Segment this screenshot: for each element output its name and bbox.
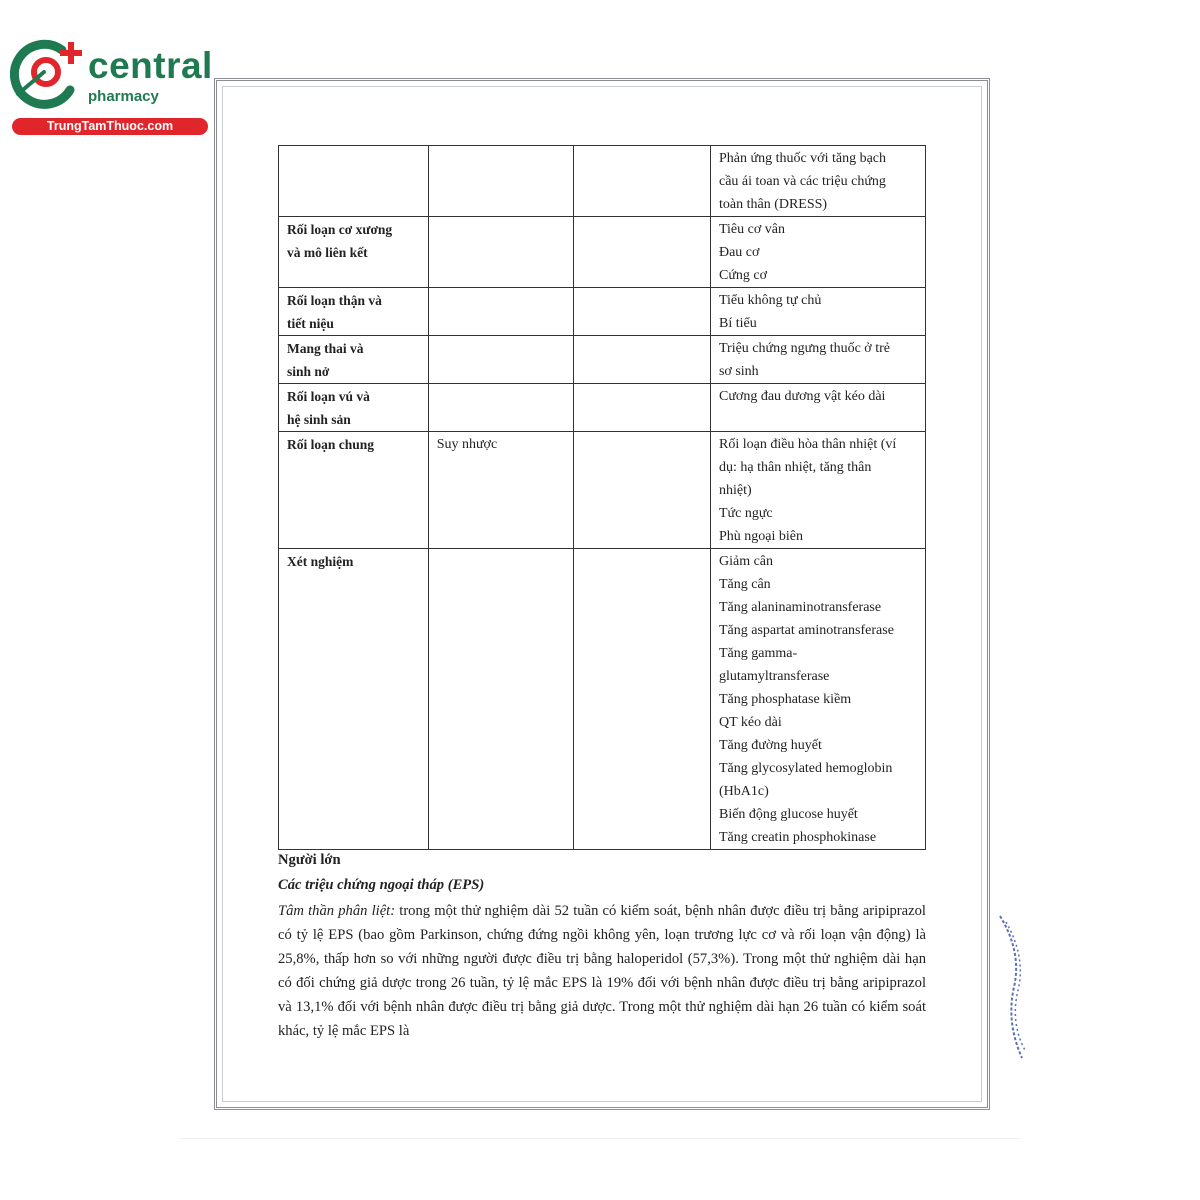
cell-line: Rối loạn vú và bbox=[287, 389, 370, 404]
cell-line: Xét nghiệm bbox=[287, 554, 354, 569]
category-cell bbox=[279, 549, 429, 850]
logo-brand-text: central bbox=[88, 45, 213, 86]
logo-site-text: TrungTamThuoc.com bbox=[12, 118, 208, 135]
cell-line: Tăng phosphatase kiềm bbox=[718, 692, 852, 707]
unknown-frequency-cell bbox=[710, 384, 925, 432]
uncommon-cell bbox=[574, 217, 711, 288]
table-row bbox=[279, 549, 926, 850]
cell-line: Cứng cơ bbox=[718, 268, 768, 283]
common-cell bbox=[428, 217, 574, 288]
unknown-frequency-cell bbox=[710, 432, 925, 549]
cell-line: Bí tiểu bbox=[718, 316, 757, 331]
adverse-effects-table bbox=[278, 145, 926, 850]
cell-line: (HbA1c) bbox=[718, 784, 769, 799]
common-cell bbox=[428, 336, 574, 384]
unknown-frequency-cell bbox=[710, 288, 925, 336]
cell-line: Tiểu không tự chủ bbox=[718, 293, 822, 308]
heading-eps: Các triệu chứng ngoại tháp (EPS) bbox=[278, 877, 485, 893]
cell-line: Tức ngực bbox=[718, 506, 773, 521]
uncommon-cell bbox=[574, 146, 711, 217]
category-cell bbox=[279, 146, 429, 217]
brand-logo bbox=[10, 38, 220, 138]
cell-line: Rối loạn điều hòa thân nhiệt (ví bbox=[718, 437, 897, 452]
cell-line: Tăng cân bbox=[718, 577, 771, 592]
cell-line: Cương đau dương vật kéo dài bbox=[718, 389, 886, 404]
cell-line: Biến động glucose huyết bbox=[718, 807, 858, 822]
cell-line: QT kéo dài bbox=[718, 715, 782, 730]
table-row bbox=[279, 384, 926, 432]
unknown-frequency-cell bbox=[710, 549, 925, 850]
paragraph-body: trong một thử nghiệm dài 52 tuần có kiểm soát, bệnh nhân được điều trị bằng aripiprazol có tỷ lệ EPS (bao gồm Parkinson, chứng đứng ngồi không yên, loạn trương lực cơ và rối loạn vận động) là 25,8%, thấp hơn so với những người được điều trị bằng haloperidol (57,3%). Trong một thử nghiệm dài hạn có đối chứng giả dược trong 26 tuần, tỷ lệ mắc EPS là 19% đối với bệnh nhân được điều trị bằng aripiprazol và 13,1% đối với bệnh nhân được điều trị bằng giả dược. Trong một thử nghiệm dài hạn 26 tuần có kiểm soát khác, tỷ lệ mắc EPS là bbox=[278, 903, 926, 1039]
cell-line: Tăng creatin phosphokinase bbox=[718, 830, 877, 845]
common-cell bbox=[428, 384, 574, 432]
cell-line: Đau cơ bbox=[718, 245, 760, 260]
category-cell bbox=[279, 217, 429, 288]
cell-line: Rối loạn cơ xương bbox=[287, 222, 393, 237]
common-cell bbox=[428, 549, 574, 850]
cell-line: Mang thai và bbox=[287, 341, 364, 356]
cell-line: Rối loạn chung bbox=[287, 437, 375, 452]
uncommon-cell bbox=[574, 336, 711, 384]
page-bottom-divider bbox=[180, 1138, 1020, 1139]
cell-line: Suy nhược bbox=[436, 437, 498, 452]
category-cell bbox=[279, 336, 429, 384]
cell-line: Phù ngoại biên bbox=[718, 529, 803, 544]
cell-line: Tiêu cơ vân bbox=[718, 222, 785, 237]
official-stamp-icon bbox=[996, 912, 1028, 1062]
cell-line: sinh nở bbox=[287, 364, 330, 379]
category-cell bbox=[279, 384, 429, 432]
cell-line: và mô liên kết bbox=[287, 245, 368, 260]
cell-line: dụ: hạ thân nhiệt, tăng thân bbox=[718, 460, 872, 475]
cell-line: cầu ái toan và các triệu chứng bbox=[718, 174, 886, 189]
table-row bbox=[279, 288, 926, 336]
unknown-frequency-cell bbox=[710, 336, 925, 384]
heading-adults: Người lớn bbox=[278, 852, 341, 868]
uncommon-cell bbox=[574, 384, 711, 432]
uncommon-cell bbox=[574, 432, 711, 549]
table-row bbox=[279, 432, 926, 549]
logo-sub-text: pharmacy bbox=[88, 88, 159, 105]
cell-line: Tăng đường huyết bbox=[718, 738, 822, 753]
unknown-frequency-cell bbox=[710, 146, 925, 217]
central-pharmacy-logo-icon bbox=[10, 38, 94, 110]
common-cell bbox=[428, 288, 574, 336]
cell-line: tiết niệu bbox=[287, 316, 334, 331]
cell-line: Triệu chứng ngưng thuốc ở trẻ bbox=[718, 341, 890, 356]
table-row bbox=[279, 336, 926, 384]
unknown-frequency-cell bbox=[710, 217, 925, 288]
cell-line: Giảm cân bbox=[718, 554, 774, 569]
cell-line: Rối loạn thận và bbox=[287, 293, 382, 308]
table-row bbox=[279, 217, 926, 288]
cell-line: Tăng aspartat aminotransferase bbox=[718, 623, 894, 638]
category-cell bbox=[279, 288, 429, 336]
common-cell bbox=[428, 432, 574, 549]
cell-line: Phản ứng thuốc với tăng bạch bbox=[718, 151, 886, 166]
uncommon-cell bbox=[574, 549, 711, 850]
cell-line: Tăng gamma- bbox=[718, 646, 798, 661]
paragraph-lead: Tâm thần phân liệt: bbox=[278, 903, 396, 919]
cell-line: toàn thân (DRESS) bbox=[718, 197, 828, 212]
uncommon-cell bbox=[574, 288, 711, 336]
cell-line: nhiệt) bbox=[718, 483, 752, 498]
cell-line: glutamyltransferase bbox=[718, 669, 830, 684]
cell-line: sơ sinh bbox=[718, 364, 759, 379]
common-cell bbox=[428, 146, 574, 217]
cell-line: Tăng glycosylated hemoglobin bbox=[718, 761, 893, 776]
cell-line: hệ sinh sản bbox=[287, 412, 351, 427]
category-cell bbox=[279, 432, 429, 549]
cell-line: Tăng alaninaminotransferase bbox=[718, 600, 882, 615]
table-row bbox=[279, 146, 926, 217]
paragraph-schizophrenia bbox=[278, 899, 926, 1043]
